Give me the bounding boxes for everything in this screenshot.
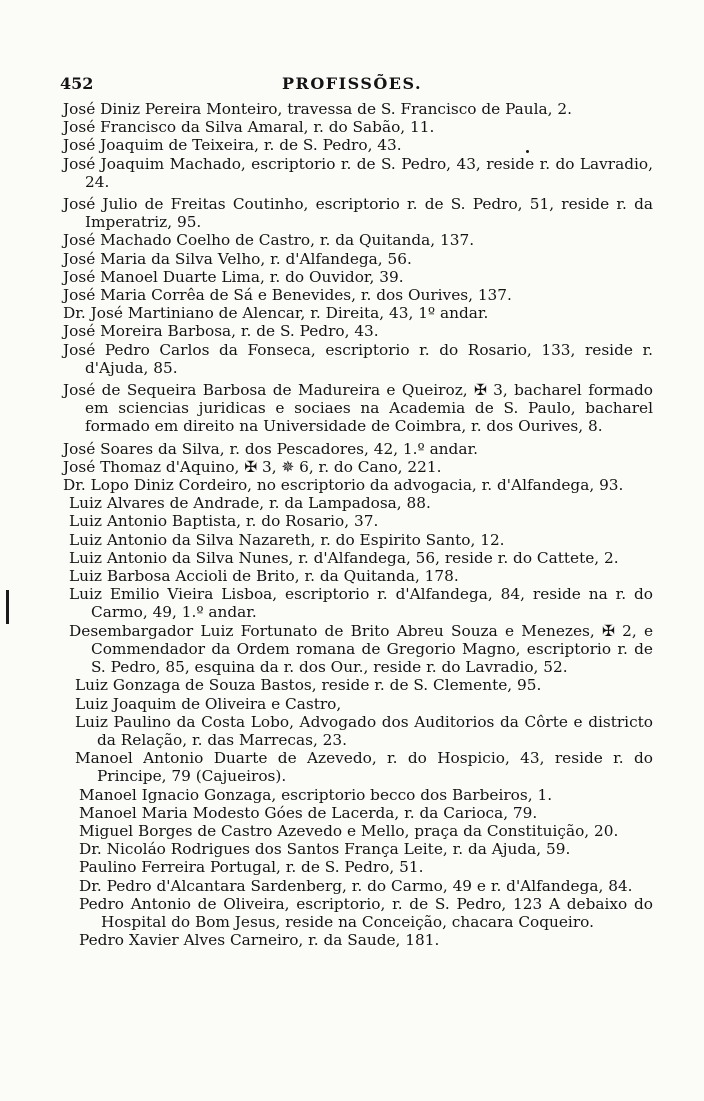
directory-entry: José Moreira Barbosa, r. de S. Pedro, 43. <box>63 322 379 341</box>
directory-entry: José Joaquim de Teixeira, r. de S. Pedro, 43. <box>63 136 402 155</box>
directory-entry: José Joaquim Machado, escriptorio r. de S. Pedro, 43, reside r. do Lavradio, 24. <box>63 154 653 191</box>
directory-entry: José Julio de Freitas Coutinho, escriptorio r. de S. Pedro, 51, reside r. da Imperatriz, 95. <box>63 195 653 232</box>
directory-entry: Miguel Borges de Castro Azevedo e Mello, praça da Constituição, 20. <box>79 821 619 840</box>
directory-entry: José Machado Coelho de Castro, r. da Quitanda, 137. <box>63 231 475 250</box>
directory-entry: Luiz Barbosa Accioli de Brito, r. da Quitanda, 178. <box>69 567 459 586</box>
directory-entry: Luiz Paulino da Costa Lobo, Advogado dos Auditorios da Côrte e districto da Relação, r. das Marrecas, 23. <box>75 712 653 749</box>
margin-ink-mark <box>6 590 9 624</box>
directory-entry: Dr. Pedro d'Alcantara Sardenberg, r. do Carmo, 49 e r. d'Alfandega, 84. <box>79 876 633 895</box>
directory-entry: José Pedro Carlos da Fonseca, escriptorio r. do Rosario, 133, reside r. d'Ajuda, 85. <box>63 340 653 377</box>
directory-entry: Pedro Xavier Alves Carneiro, r. da Saude, 181. <box>79 931 440 950</box>
page-header <box>60 70 600 96</box>
directory-entry: José Thomaz d'Aquino, ✠ 3, ✵ 6, r. do Cano, 221. <box>63 457 442 476</box>
directory-entry: Manoel Antonio Duarte de Azevedo, r. do Hospicio, 43, reside r. do Principe, 79 (Cajueiros). <box>75 749 653 786</box>
running-title: PROFISSÕES. <box>282 74 423 93</box>
directory-entry: Manoel Maria Modesto Góes de Lacerda, r. da Carioca, 79. <box>79 803 538 822</box>
directory-entry: Paulino Ferreira Portugal, r. de S. Pedro, 51. <box>79 858 424 877</box>
directory-entry: José Francisco da Silva Amaral, r. do Sabão, 11. <box>63 118 435 137</box>
directory-entry: Luiz Antonio da Silva Nazareth, r. do Espirito Santo, 12. <box>69 530 505 549</box>
directory-entry: José Maria da Silva Velho, r. d'Alfandega, 56. <box>63 249 412 268</box>
directory-entry: Luiz Emilio Vieira Lisboa, escriptorio r. d'Alfandega, 84, reside na r. do Carmo, 49, 1.º andar. <box>69 585 653 622</box>
directory-entry: José de Sequeira Barbosa de Madureira e Queiroz, ✠ 3, bacharel formado em sciencias juridicas e sociaes na Academia de S. Paulo, bacharel formado em direito na Universidade de Coimbra, r. dos Ourives, 8. <box>63 381 653 436</box>
directory-entry: José Manoel Duarte Lima, r. do Ouvidor, 39. <box>63 267 404 286</box>
directory-entry: Dr. José Martiniano de Alencar, r. Direita, 43, 1º andar. <box>63 304 489 323</box>
directory-entry: Luiz Alvares de Andrade, r. da Lampadosa, 88. <box>69 494 431 513</box>
directory-entry: José Diniz Pereira Monteiro, travessa de S. Francisco de Paula, 2. <box>63 100 572 118</box>
directory-listing <box>63 100 653 949</box>
directory-entry: Luiz Joaquim de Oliveira e Castro, <box>75 694 342 713</box>
directory-entry: Desembargador Luiz Fortunato de Brito Abreu Souza e Menezes, ✠ 2, e Commendador da Ordem romana de Gregorio Magno, escriptorio r. de S. Pedro, 85, esquina da r. dos Our., reside r. do Lavradio, 52. <box>69 621 653 677</box>
directory-entry: Pedro Antonio de Oliveira, escriptorio, r. de S. Pedro, 123 A debaixo do Hospital do Bom Jesus, reside na Conceição, chacara Coqueiro. <box>79 894 653 931</box>
directory-entry: Manoel Ignacio Gonzaga, escriptorio becco dos Barbeiros, 1. <box>79 785 553 804</box>
ink-speck <box>526 150 529 153</box>
directory-entry: Luiz Gonzaga de Souza Bastos, reside r. de S. Clemente, 95. <box>75 676 542 695</box>
directory-entry: Dr. Lopo Diniz Cordeiro, no escriptorio da advogacia, r. d'Alfandega, 93. <box>63 476 624 495</box>
directory-entry: José Soares da Silva, r. dos Pescadores, 42, 1.º andar. <box>63 439 478 458</box>
directory-entry: Luiz Antonio Baptista, r. do Rosario, 37. <box>69 512 379 531</box>
directory-entry: Luiz Antonio da Silva Nunes, r. d'Alfandega, 56, reside r. do Cattete, 2. <box>69 548 619 567</box>
page-number: 452 <box>60 74 94 93</box>
directory-entry: Dr. Nicoláo Rodrigues dos Santos França Leite, r. da Ajuda, 59. <box>79 840 571 859</box>
directory-entry: José Maria Corrêa de Sá e Benevides, r. dos Ourives, 137. <box>63 286 512 305</box>
